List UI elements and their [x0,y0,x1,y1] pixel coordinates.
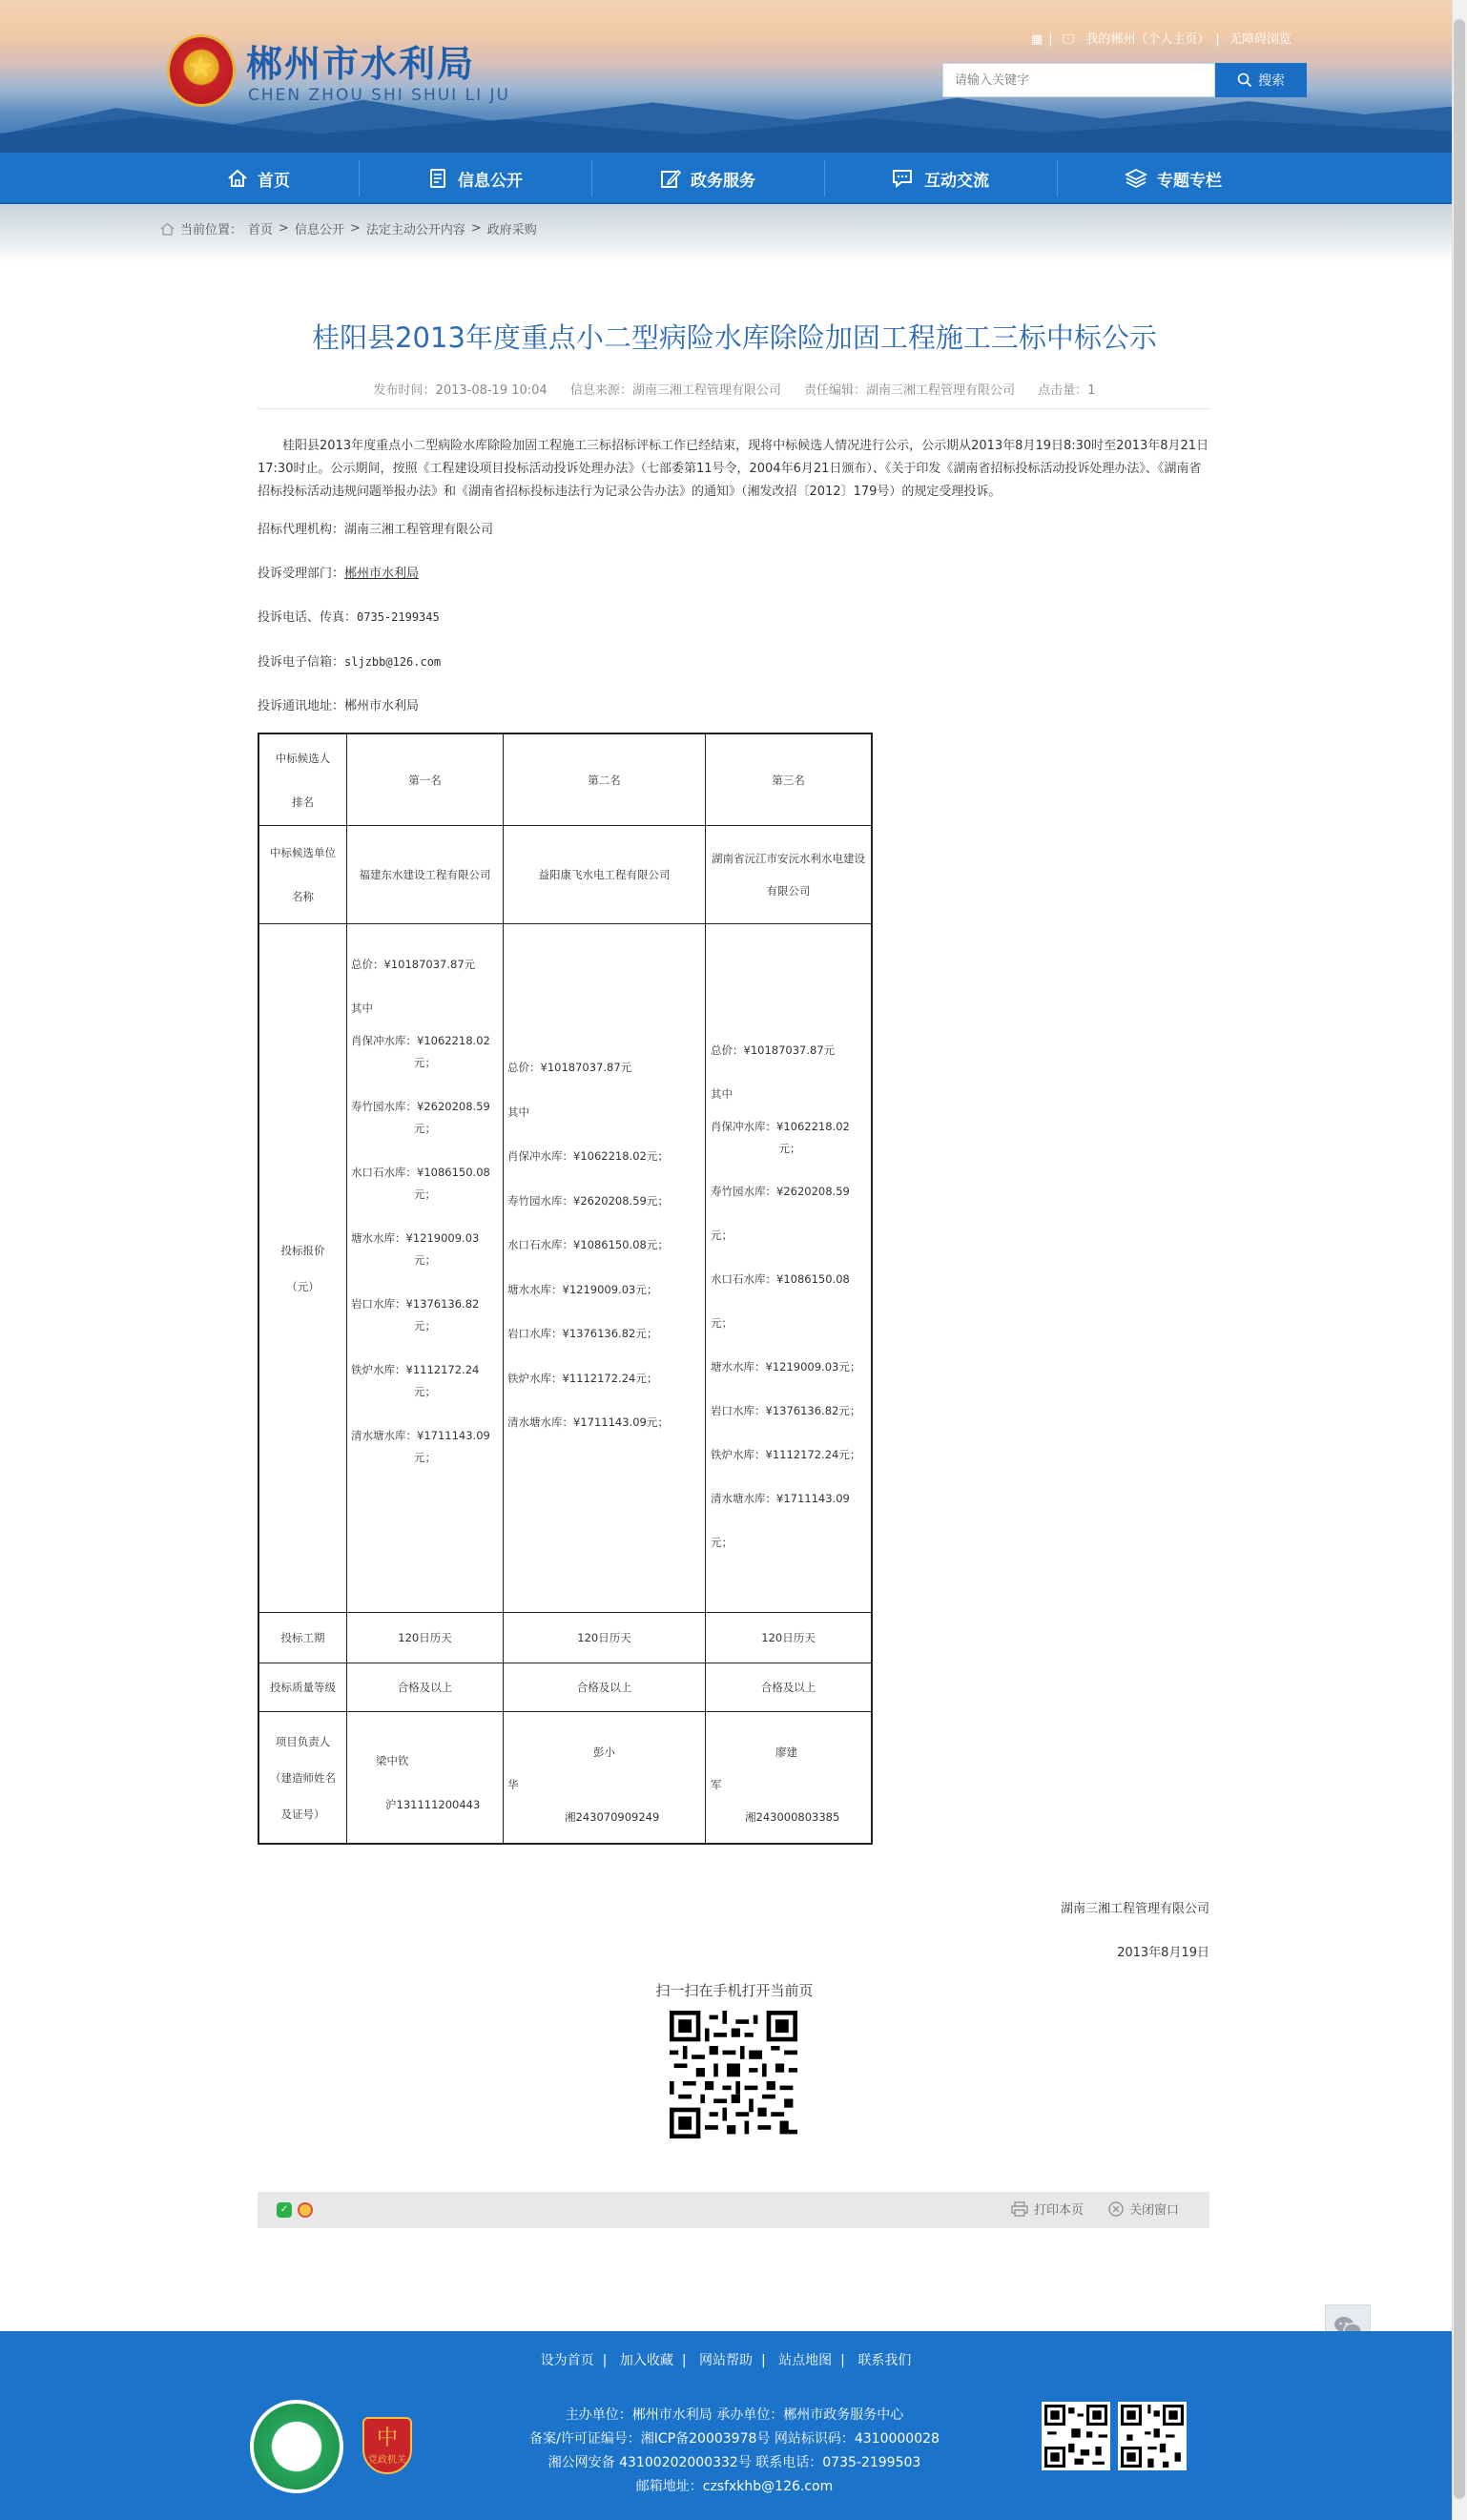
national-emblem-logo: ★ [167,34,236,107]
nav-item-info-disclosure[interactable] [361,153,589,204]
info-source: 信息来源：湖南三湘工程管理有限公司 [569,383,781,398]
period-cell: 120日历天 [577,1631,631,1644]
nav-item-interaction[interactable] [826,153,1055,204]
close-icon [1108,2201,1124,2217]
footer-link-sitemap[interactable]: 站点地图 [778,2353,833,2368]
wechat-share-icon[interactable]: ✓ [277,2202,292,2218]
table-row-header-price: 投标报价 （元） [280,1243,325,1293]
breadcrumb-separator: > [470,221,482,236]
manager-cell-first: 梁中钦 沪131111200443 [376,1754,481,1811]
field-complaint-dept: 投诉受理部门：郴州市水利局 [258,567,420,581]
search-button-label: 搜索 [1258,73,1285,89]
edit-icon [660,168,681,189]
unit-cell: 湖南省沅江市安沅水利水电建设有限公司 [712,852,865,898]
table-row-header-unit: 中标候选单位 名称 [270,846,336,903]
nav-label: 互动交流 [924,171,989,191]
search-icon [1237,72,1252,88]
search-box [942,63,1215,97]
signature-company: 湖南三湘工程管理有限公司 [1060,1902,1209,1916]
publish-time: 发布时间：2013-08-19 10:04 [373,383,548,398]
party-gov-badge[interactable]: 中 党政机关 [362,2417,412,2474]
unit-cell: 益阳康飞水电工程有限公司 [538,868,671,881]
footer-icp-line: 备案/许可证编号：湘ICP备20003978号 网站标识码：4310000028 [529,2431,940,2447]
quality-cell: 合格及以上 [760,1681,816,1694]
footer-link-help[interactable]: 网站帮助 [699,2353,753,2368]
qr-code [670,2011,797,2138]
field-email: 投诉电子信箱：sljzbb@126.com [258,655,442,670]
nav-label: 专题专栏 [1157,171,1222,191]
breadcrumb-item-home[interactable]: 首页 [248,223,274,238]
breadcrumb-item-procurement[interactable]: 政府采购 [486,223,537,238]
footer-link-favorite[interactable]: 加入收藏 [619,2353,673,2368]
breadcrumb-separator: > [279,221,289,236]
site-title[interactable]: 郴州市水利局 [246,43,476,85]
breadcrumb-separator: > [349,221,361,236]
footer-link-contact[interactable]: 联系我们 [857,2353,912,2368]
nav-label: 政务服务 [691,171,755,191]
top-links: ▦ | 🖵 我的郴州（个人主页） | 无障碍浏览 [1031,32,1291,47]
article-title: 桂阳县2013年度重点小二型病险水库除险加固工程施工三标中标公示 [312,321,1157,354]
footer-links: 设为首页 | 加入收藏 | 网站帮助 | 站点地图 | 联系我们 [540,2353,912,2368]
divider [258,408,1209,409]
footer-police-line: 湘公网安备 43100202000332号 联系电话：0735-2199503 [548,2455,921,2470]
close-label: 关闭窗口 [1129,2203,1180,2218]
site-subtitle: CHEN ZHOU SHI SHUI LI JU [248,86,510,105]
footer-email-line: 邮箱地址：czsfxkhb@126.com [635,2479,834,2494]
document-icon [427,168,448,189]
top-link-my-chenzhou[interactable]: 我的郴州（个人主页） [1085,32,1210,47]
printer-icon [1011,2201,1028,2217]
table-row-header-rank: 中标候选人 排名 [275,751,331,809]
nav-label: 首页 [258,171,290,191]
quality-cell: 合格及以上 [397,1681,453,1694]
close-window-button[interactable] [1108,2200,1179,2218]
monitor-icon: 🖵 [1062,32,1075,47]
unit-cell: 福建东水建设工程有限公司 [359,868,491,881]
main-nav [0,153,1452,204]
breadcrumb-item-statutory[interactable]: 法定主动公开内容 [365,223,465,238]
grid-icon[interactable]: ▦ [1031,32,1043,47]
field-address: 投诉通讯地址：郴州市水利局 [258,699,420,713]
field-agency: 招标代理机构：湖南三湘工程管理有限公司 [258,523,494,537]
article-meta [258,380,1211,398]
nav-label: 信息公开 [458,171,523,191]
nav-item-special-topics[interactable] [1059,153,1288,204]
share-icons [277,2202,313,2218]
complaint-dept-link[interactable]: 郴州市水利局 [344,567,420,581]
home-icon [227,168,248,189]
breadcrumb-item-info[interactable]: 信息公开 [294,223,344,238]
breadcrumb [160,219,537,238]
responsible-editor: 责任编辑：湖南三湘工程管理有限公司 [804,383,1016,398]
government-site-badge[interactable] [250,2400,343,2493]
price-cell-second: 总价：¥10187037.87元 其中 肖保冲水库：¥1062218.02元； 寿竹园水库：¥2620208.59元； 水口石水库：¥1086150.08元； 塘水水库：¥1219009.03元； 岩口水库：¥1376136.82元； 铁炉水库：¥1112172.24元； 清水塘水库：¥1711143.09元； [507,1061,669,1429]
manager-cell-second: 彭小 华 湘243070909249 [507,1745,660,1824]
search-button[interactable] [1215,63,1307,97]
print-label: 打印本页 [1034,2203,1085,2218]
table-row-header-manager: 项目负责人 （建造师姓名 及证号） [270,1734,336,1821]
table-row-header-quality: 投标质量等级 [270,1681,336,1694]
bid-candidates-table [258,733,873,1845]
top-link-accessibility[interactable]: 无障碍浏览 [1229,32,1291,47]
rank-cell: 第二名 [588,773,621,787]
footer-link-set-home[interactable]: 设为首页 [540,2353,594,2368]
chat-icon [892,168,915,189]
table-row-header-period: 投标工期 [280,1631,325,1644]
manager-cell-third: 廖建 军 湘243000803385 [711,1745,840,1824]
signature-date: 2013年8月19日 [1117,1946,1209,1960]
layers-icon [1125,168,1147,189]
footer-qr-code [1118,2402,1187,2470]
nav-item-home[interactable] [160,153,357,204]
quality-cell: 合格及以上 [576,1681,632,1694]
print-button[interactable] [1011,2200,1084,2218]
scan-label: 扫一扫在手机打开当前页 [655,1982,814,1999]
period-cell: 120日历天 [761,1631,816,1644]
weibo-share-icon[interactable] [298,2202,313,2218]
field-phone: 投诉电话、传真：0735-2199345 [258,610,440,625]
scrollbar-thumb[interactable] [1454,19,1465,2499]
period-cell: 120日历天 [398,1631,452,1644]
rank-cell: 第三名 [772,773,805,787]
search-input[interactable] [943,64,1214,96]
footer-qr-code [1042,2402,1110,2470]
price-cell-first: 总价：¥10187037.87元 其中 肖保冲水库：¥1062218.02 元； 寿竹园水库：¥2620208.59 元； 水口石水库：¥1086150.08 元； 塘水水库：¥1219009.03 元； 岩口水库：¥1376136.82 元； 铁炉水库：¥1112172.24 元； 清水塘水库：¥1711143.09 元； [351,958,490,1464]
rank-cell: 第一名 [408,773,442,787]
article-intro: 桂阳县2013年度重点小二型病险水库除险加固工程施工三标招标评标工作已经结束，现将中标候选人情况进行公示，公示期从2013年8月19日8:30时至2013年8月21日17:30时止。公示期间，按照《工程建设项目投标活动投诉处理办法》（七部委第11号令，2004年6月21日颁布）、《关于印发《湖南省招标投标活动投诉处理办法》、《湖南省招标投标活动违规问题举报办法》和《湖南省招标投标违法行为记录公告办法》的通知》（湘发改招〔2012〕179号）的规定受理投诉。 [258,439,1209,499]
price-cell-third: 总价：¥10187037.87元 其中 肖保冲水库：¥1062218.02 元； 寿竹园水库：¥2620208.59元； 水口石水库：¥1086150.08元； 塘水水库：¥1219009.03元； 岩口水库：¥1376136.82元； 铁炉水库：¥1112172.24元； 清水塘水库：¥1711143.09元； [711,1043,861,1549]
breadcrumb-prefix: 当前位置： [180,223,243,238]
nav-item-gov-services[interactable] [593,153,822,204]
hit-count: 点击量：1 [1038,383,1096,398]
footer-host-line: 主办单位：郴州市水利局 承办单位：郴州市政务服务中心 [565,2407,904,2423]
home-icon [160,222,175,236]
footer-info [420,2404,1049,2499]
